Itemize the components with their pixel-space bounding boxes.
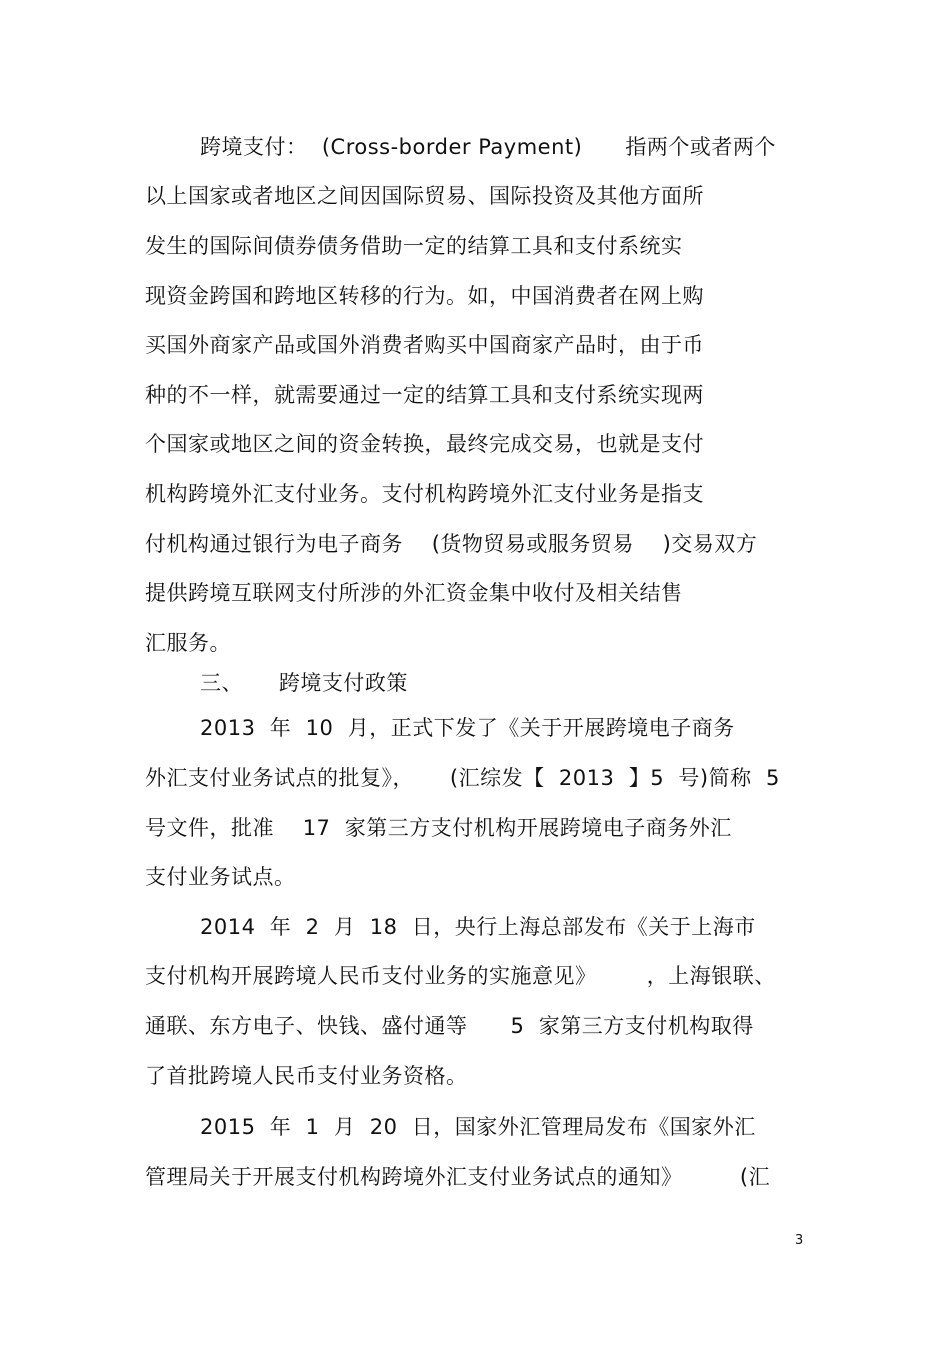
page-number: 3 <box>795 1233 804 1248</box>
text-line: 种的不一样，就需要通过一定的结算工具和支付系统实现两 <box>145 383 704 407</box>
text-line: 提供跨境互联网支付所涉的外汇资金集中收付及相关结售 <box>145 581 683 605</box>
text-line: 支付机构开展跨境人民币支付业务的实施意见》 ，上海银联、 <box>145 964 776 988</box>
text-line: 以上国家或者地区之间因国际贸易、国际投资及其他方面所 <box>145 184 704 208</box>
text-line: 2013 年 10 月，正式下发了《关于开展跨境电子商务 <box>200 716 735 740</box>
text-line: 号文件，批准 17 家第三方支付机构开展跨境电子商务外汇 <box>145 816 732 840</box>
text-line: 通联、东方电子、快钱、盛付通等 5 家第三方支付机构取得 <box>145 1014 754 1038</box>
text-line: 了首批跨境人民币支付业务资格。 <box>145 1064 468 1088</box>
text-line: 现资金跨国和跨地区转移的行为。如，中国消费者在网上购 <box>145 284 704 308</box>
text-line: 跨境支付： (Cross-border Payment) 指两个或者两个 <box>200 135 776 159</box>
text-line: 个国家或地区之间的资金转换，最终完成交易，也就是支付 <box>145 432 704 456</box>
text-line: 机构跨境外汇支付业务。支付机构跨境外汇支付业务是指支 <box>145 482 704 506</box>
text-line: 汇服务。 <box>145 631 231 655</box>
text-line: 发生的国际间债券债务借助一定的结算工具和支付系统实 <box>145 234 683 258</box>
text-line: 外汇支付业务试点的批复》， (汇综发【 2013 】5 号)简称 5 <box>145 766 780 790</box>
text-line: 付机构通过银行为电子商务 (货物贸易或服务贸易 )交易双方 <box>145 532 758 556</box>
text-line: 2015 年 1 月 20 日，国家外汇管理局发布《国家外汇 <box>200 1115 756 1139</box>
text-line: 管理局关于开展支付机构跨境外汇支付业务试点的通知》 (汇 <box>145 1165 771 1189</box>
text-line: 支付业务试点。 <box>145 865 296 889</box>
section-heading: 三、 跨境支付政策 <box>200 671 408 695</box>
text-line: 2014 年 2 月 18 日，央行上海总部发布《关于上海市 <box>200 915 756 939</box>
text-line: 买国外商家产品或国外消费者购买中国商家产品时，由于币 <box>145 333 704 357</box>
